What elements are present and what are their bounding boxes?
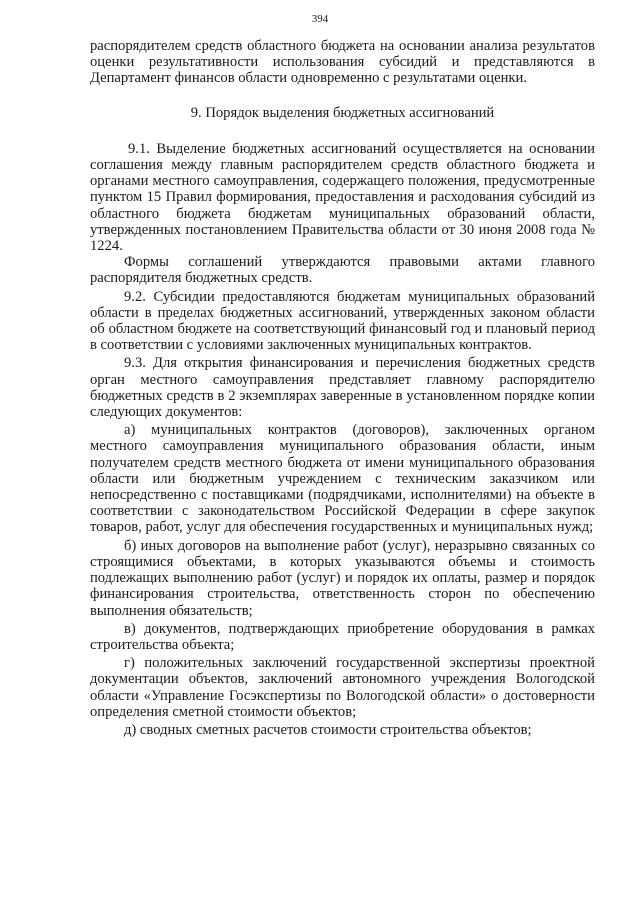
paragraph-9-2: 9.2. Субсидии предоставляются бюджетам муниципальных образований области в пределах бюджетных ассигнований, утвержденных законом области об областном бюджете на соответствующий финансовый год и плановый период в соответствии с условиями заключенных муниципальных контрактов. — [90, 288, 595, 354]
list-item-d: д) сводных сметных расчетов стоимости строительства объектов; — [124, 721, 532, 738]
list-item-g: г) положительных заключений государственной экспертизы проектной документации объектов, заключений автономного учреждения Вологодской области «Управление Госэкспертизы по Вологодской области» о достоверности определения сметной стоимости объектов; — [90, 655, 595, 720]
section-heading: 9. Порядок выделения бюджетных ассигнований — [190, 104, 495, 121]
intro-paragraph: распорядителем средств областного бюджета на основании анализа результатов оценки результативности использования субсидий и представляются в Департамент финансов области одновременно с результатами оценки. — [90, 38, 595, 87]
paragraph-9-1: 9.1. Выделение бюджетных ассигнований осуществляется на основании соглашения между главным распорядителем средств областного бюджета и органами местного самоуправления, содержащего положения, предусмотренные пунктом 15 Правил формирования, предоставления и расходования субсидий из областного бюджета бюджетам муниципальных образований области, утвержденных постановлением Правительства области от 30 июня 2008 года № 1224. — [90, 140, 595, 255]
paragraph-9-3: 9.3. Для открытия финансирования и перечисления бюджетных средств орган местного самоуправления представляет главному распорядителю бюджетных средств в 2 экземплярах заверенные в установленном порядке копии следующих документов: — [90, 355, 595, 421]
list-item-b: б) иных договоров на выполнение работ (услуг), неразрывно связанных со строящимися объектами, в которых указываются объемы и стоимость подлежащих выполнению работ (услуг) и порядок их оплаты, размер и порядок финансирования строительства, ответственность сторон по обеспечению выполнения обязательств; — [90, 537, 595, 619]
page-number: 394 — [311, 13, 329, 25]
list-item-v: в) документов, подтверждающих приобретение оборудования в рамках строительства объекта; — [90, 620, 595, 653]
paragraph-forms: Формы соглашений утверждаются правовыми актами главного распорядителя бюджетных средств. — [90, 254, 595, 287]
document-body — [90, 38, 595, 738]
list-item-a: а) муниципальных контрактов (договоров), заключенных органом местного самоуправления муниципального образования области, иным получателем средств местного бюджета от имени муниципального образования области или бюджетным учреждением с техническим заказчиком или непосредственно с поставщиками (подрядчиками, исполнителями) на объекте в соответствии с законодательством Российской Федерации в сфере закупок товаров, работ, услуг для обеспечения государственных и муниципальных нужд; — [90, 422, 595, 536]
